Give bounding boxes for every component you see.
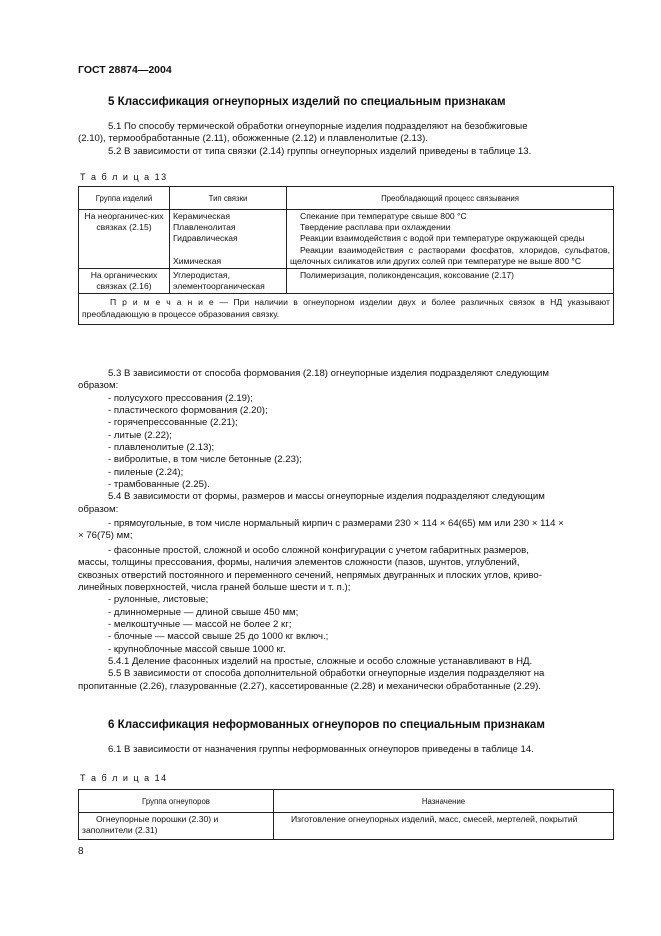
table-row (79, 210, 614, 269)
list-item: - вибролитые, в том числе бетонные (2.23); (108, 454, 302, 466)
paragraph-6-1: 6.1 В зависимости от назначения группы неформованных огнеупоров приведены в таблице 14. (108, 744, 534, 755)
list-item: - длинномерные — длиной свыше 450 мм; (108, 606, 299, 618)
paragraph-5-3 (78, 368, 615, 693)
paragraph-5-5-line1: 5.5 В зависимости от способа дополнительной обработки огнеупорные изделия подразделяют на (108, 668, 545, 680)
list-item: - пластического формования (2.20); (108, 405, 268, 417)
bond-ceramic: Керамическая (173, 211, 230, 221)
table-14 (78, 789, 614, 840)
shaped-item-line3: сквозных отверстий постоянного и переменного сечений, непрямых двугранных и плоских углов, криво- (78, 569, 542, 581)
bond-chemical: Химическая (173, 255, 222, 266)
process-chemical: Реакции взаимодействия с растворами фосфатов, хлоридов, сульфатов, щелочных силикатов или других солей при температуре не выше 800 °С (290, 244, 610, 266)
size-list (78, 594, 615, 655)
table-13-processes (287, 210, 614, 269)
list-item: - плавленолитые (2.13); (108, 442, 215, 453)
table-13-note-row (79, 294, 614, 324)
list-item: - полусухого прессования (2.19); (108, 392, 253, 404)
list-item: - мелкоштучные — массой не более 2 кг; (108, 619, 292, 631)
rect-item-line2: × 76(75) мм; (78, 530, 133, 542)
document-header: ГОСТ 28874—2004 (78, 64, 172, 76)
table-13-header-group: Группа изделий (79, 187, 170, 210)
table-row (79, 269, 614, 294)
list-item: - рулонные, листовые; (108, 594, 209, 606)
list-item: - литые (2.22); (108, 429, 172, 441)
table-13-bond-types (170, 210, 287, 269)
list-item: - горячепрессованные (2.21); (108, 417, 238, 429)
note-label: П р и м е ч а н и е (110, 297, 215, 308)
table-13-header-process: Преобладающий процесс связывания (287, 187, 614, 210)
paragraph-5-3-line1: 5.3 В зависимости от способа формования (2.18) огнеупорные изделия подразделяют следующим (108, 368, 549, 379)
table-13-note (79, 294, 614, 324)
table-row (79, 813, 614, 840)
shaped-item-line2: массы, толщины прессования, формы, наличия элементов сложности (пазов, шунтов, углублений, (78, 557, 520, 569)
paragraph-5-4-line2: образом: (78, 503, 119, 515)
table-13-group-organic: На органических связках (2.16) (79, 269, 170, 294)
paragraph-5-2: 5.2 В зависимости от типа связки (2.14) группы огнеупорных изделий приведены в таблице 13. (108, 145, 532, 157)
table-13-group-inorganic: На неорганичес-ких связках (2.15) (79, 210, 170, 269)
table-13-header-bond: Тип связки (170, 187, 287, 210)
list-item: - блочные — массой свыше 25 до 1000 кг включ.; (108, 631, 329, 643)
paragraph-5-4-line1: 5.4 В зависимости от формы, размеров и массы огнеупорные изделия подразделяют следующим (108, 491, 545, 503)
process-hardening: Твердение расплава при охлаждении (300, 222, 451, 233)
list-item: - крупноблочные массой свыше 1000 кг. (108, 643, 286, 655)
section-5-title: 5 Классификация огнеупорных изделий по специальным признакам (108, 95, 506, 108)
table-14-header-purpose: Назначение (274, 790, 614, 813)
page-number: 8 (78, 846, 84, 857)
section-6-title: 6 Классификация неформованных огнеупоров по специальным признакам (108, 718, 545, 731)
paragraph-5-1-line2: (2.10), термообработанные (2.11), обожженные (2.12) и плавленолитые (2.13). (78, 133, 429, 145)
forming-list (78, 393, 615, 491)
table-14-group: Огнеупорные порошки (2.30) и заполнители (2.31) (79, 813, 274, 840)
paragraph-5-5-line2: пропитанные (2.26), глазурованные (2.27), кассетированные (2.28) и механически обработанные (2.29). (78, 680, 541, 692)
paragraph-5-3-line2: образом: (78, 380, 119, 392)
table-14-caption: Т а б л и ц а 14 (80, 773, 168, 783)
table-14-header-group: Группа огнеупоров (79, 790, 274, 813)
list-item: - трамбованные (2.25). (108, 478, 210, 490)
process-hydraulic: Реакции взаимодействия с водой при температуре окружающей среды (300, 233, 585, 244)
table-13-bond-organic: Углеродистая, элементоорганическая (170, 269, 287, 294)
paragraph-5-1 (78, 121, 615, 158)
table-13 (78, 186, 614, 325)
list-item: - пиленые (2.24); (108, 466, 184, 478)
bond-fused: Плавленолитая (173, 222, 236, 233)
paragraph-5-4-1: 5.4.1 Деление фасонных изделий на простые, сложные и особо сложные устанавливают в НД. (108, 655, 533, 667)
bond-hydraulic: Гидравлическая (173, 233, 238, 244)
rect-item-line1: - прямоугольные, в том числе нормальный кирпич с размерами 230 × 114 × 64(65) мм или 230 × 114 × (108, 518, 564, 529)
paragraph-5-1-line1: 5.1 По способу термической обработки огнеупорные изделия подразделяют на безобжиговые (108, 121, 528, 132)
table-14-purpose: Изготовление огнеупорных изделий, масс, смесей, мертелей, покрытий (274, 813, 614, 840)
note-text: — При наличии в огнеупорном изделии двух и более различных связок в НД указывают преобладающую в процессе образования связку. (82, 297, 610, 319)
process-sintering: Спекание при температуре свыше 800 °С (300, 211, 467, 221)
table-13-process-organic: Полимеризация, поликонденсация, коксование (2.17) (287, 269, 614, 294)
shaped-item-line4: линейных поверхностей, числа граней больше шести и т. п.); (78, 582, 351, 594)
shaped-item-line1: - фасонные простой, сложной и особо сложной конфигурации с учетом габаритных размеров, (108, 544, 529, 556)
table-13-caption: Т а б л и ц а 13 (80, 172, 168, 182)
